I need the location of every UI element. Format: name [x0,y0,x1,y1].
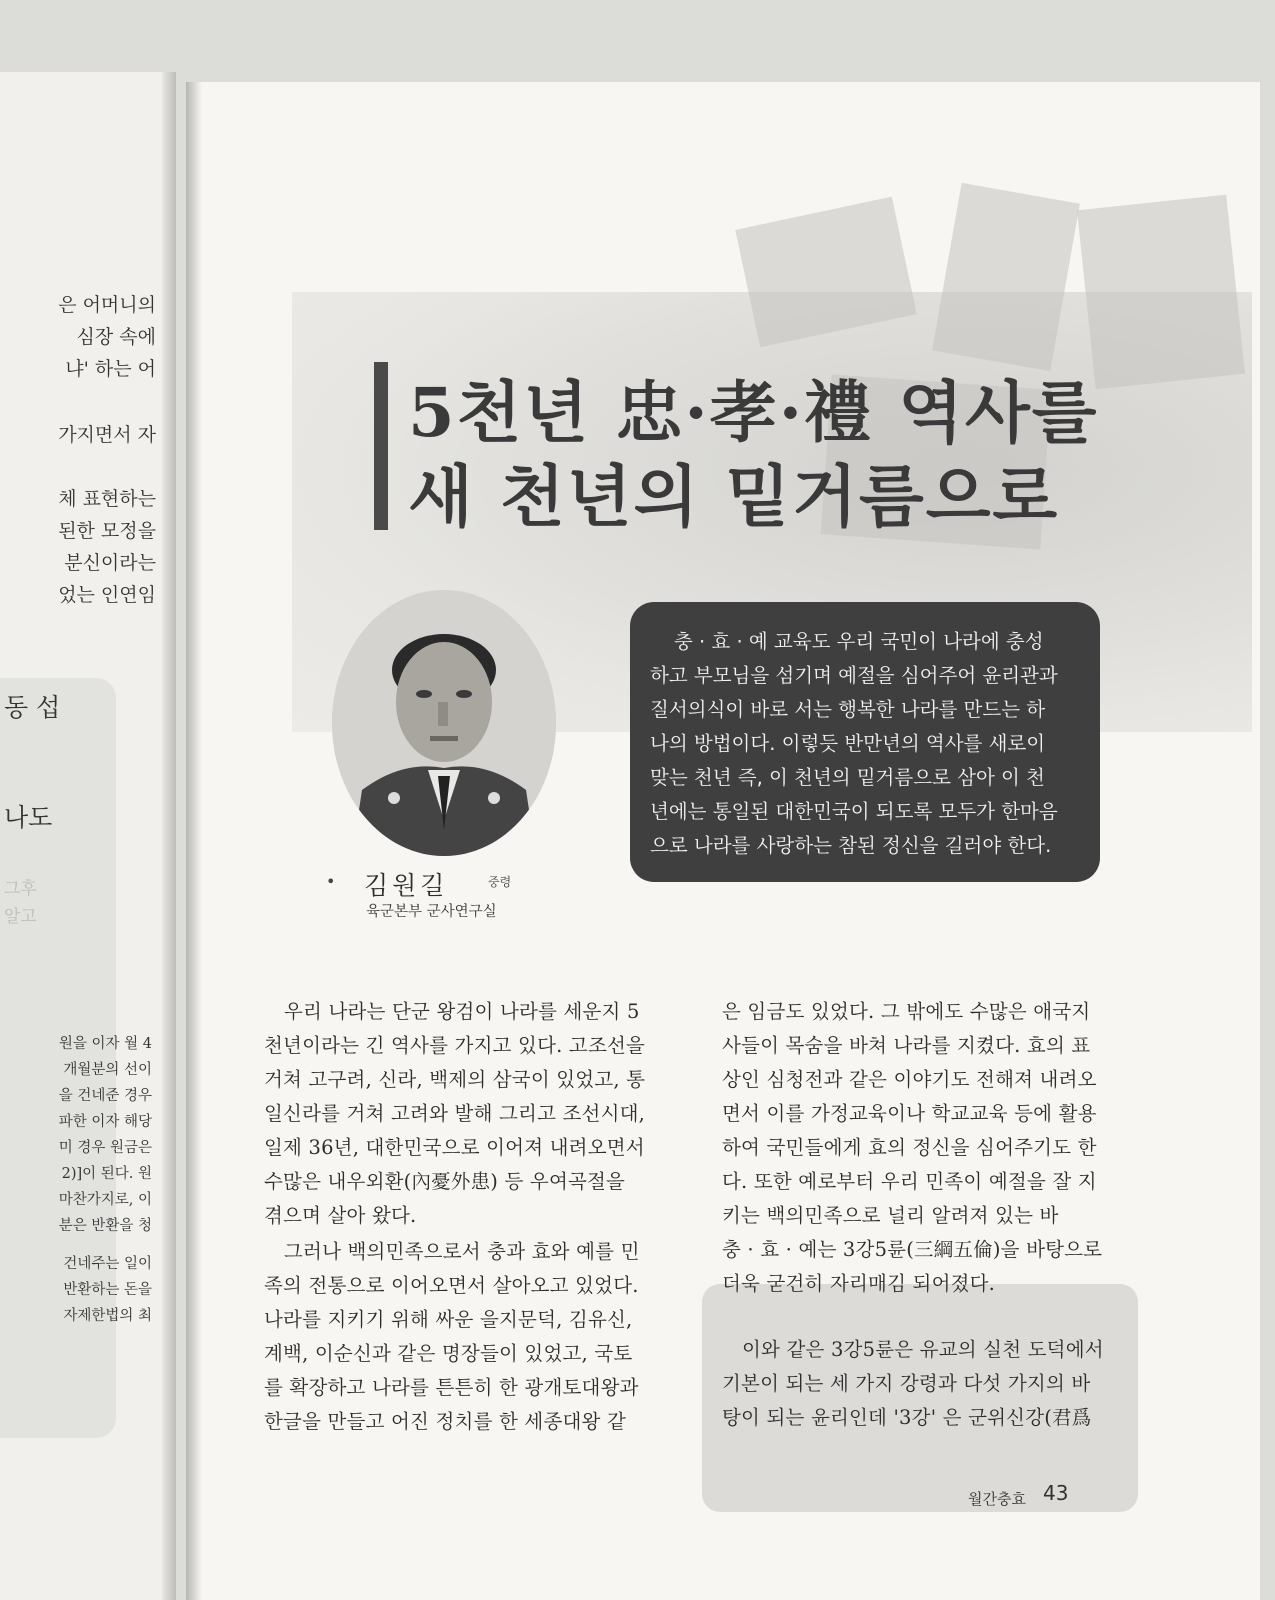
summary-callout [630,602,1100,882]
callout-line: 충 · 효 · 예 교육도 우리 국민이 나라에 충성 [674,630,1044,653]
title-accent-bar [374,362,388,530]
left-small-line: 반환하는 돈을 [63,1282,152,1298]
body-text-line: 우리 나라는 단군 왕검이 나라를 세운지 5 [284,1000,640,1023]
body-text-line: 를 확장하고 나라를 튼튼히 한 광개토대왕과 [264,1376,639,1399]
body-text-line: 기본이 되는 세 가지 강령과 다섯 가지의 바 [722,1372,1091,1395]
left-heading: 나도 [4,803,53,832]
background-photo-shape [1077,195,1245,390]
page-number: 43 [1043,1481,1069,1505]
left-small-line: 원을 이자 월 4 [58,1036,152,1052]
callout-line: 질서의식이 바로 서는 행복한 나라를 만드는 하 [650,698,1046,721]
left-text-line: 알고 [4,907,37,927]
left-small-line: 자제한법의 최 [63,1308,152,1324]
column-gray-box [702,1284,1138,1512]
body-text-line: 족의 전통으로 이어오면서 살아오고 있었다. [264,1274,639,1297]
body-text-line: 수많은 내우외환(內憂外患) 등 우여곡절을 [264,1170,626,1193]
left-text-line: 은 어머니의 [58,294,156,316]
body-text-line: 면서 이를 가정교육이나 학교교육 등에 활용 [722,1102,1097,1125]
body-text-line: 키는 백의민족으로 널리 알려져 있는 바 [722,1204,1059,1227]
body-text-line: 겪으며 살아 왔다. [264,1204,417,1227]
body-text-line: 이와 같은 3강5륜은 유교의 실천 도덕에서 [742,1338,1104,1361]
left-text-line: 었는 인연임 [58,584,156,606]
left-text-line: 된한 모정을 [58,520,156,542]
article-page [186,82,1260,1600]
left-text-line: 그후 [4,879,37,899]
author-bullet: • [326,872,336,891]
magazine-name: 월간충효 [968,1490,1026,1508]
page-gutter [162,72,176,1600]
left-small-line: 미 경우 원금은 [58,1140,152,1156]
body-text-line: 천년이라는 긴 역사를 가지고 있다. 고조선을 [264,1034,646,1057]
callout-line: 맞는 천년 즉, 이 천년의 밑거름으로 삼아 이 천 [650,766,1045,789]
article-title-line-1: 5천년 忠·孝·禮 역사를 [408,373,1099,452]
callout-line: 년에는 통일된 대한민국이 되도록 모두가 한마음 [650,800,1058,823]
left-small-line: 2)]이 된다. 원 [61,1166,152,1182]
left-small-line: 파한 이자 해당 [58,1114,152,1130]
left-small-line: 개월분의 선이 [63,1062,152,1078]
body-text-line: 더욱 굳건히 자리매김 되어졌다. [722,1272,996,1295]
left-text-line: 체 표현하는 [58,488,156,510]
body-text-line: 상인 심청전과 같은 이야기도 전해져 내려오 [722,1068,1097,1091]
left-small-line: 건네주는 일이 [63,1256,152,1272]
left-small-line: 마찬가지로, 이 [58,1192,152,1208]
callout-line: 으로 나라를 사랑하는 참된 정신을 길러야 한다. [650,834,1052,857]
left-text-line: 심장 속에 [76,326,156,348]
callout-line: 나의 방법이다. 이렇듯 반만년의 역사를 새로이 [650,732,1046,755]
author-affiliation: 육군본부 군사연구실 [366,904,497,920]
body-text-line: 거쳐 고구려, 신라, 백제의 삼국이 있었고, 통 [264,1068,646,1091]
body-text-line: 나라를 지키기 위해 싸운 을지문덕, 김유신, [264,1308,633,1331]
article-title-line-2: 새 천년의 밑거름으로 [408,457,1060,536]
left-heading: 동 섭 [4,693,61,722]
left-text-line: 분신이라는 [64,552,156,574]
author-rank: 중령 [488,875,512,889]
body-text-line: 다. 또한 예로부터 우리 민족이 예절을 잘 지 [722,1170,1097,1193]
body-text-line: 그러나 백의민족으로서 충과 효와 예를 민 [284,1240,640,1263]
left-text-line: 냐' 하는 어 [65,358,156,380]
author-name: 김원길 [364,871,449,900]
page-fold-shadow [186,82,202,1600]
body-text-line: 충 · 효 · 예는 3강5륜(三綱五倫)을 바탕으로 [722,1238,1103,1261]
left-small-line: 을 건네준 경우 [58,1088,152,1104]
author-portrait [332,590,556,856]
body-text-line: 하여 국민들에게 효의 정신을 심어주기도 한 [722,1136,1097,1159]
left-facing-page [0,72,176,1600]
callout-line: 하고 부모님을 섬기며 예절을 심어주어 윤리관과 [650,664,1058,687]
left-small-line: 분은 반환을 청 [58,1218,152,1234]
body-text-line: 한글을 만들고 어진 정치를 한 세종대왕 같 [264,1410,627,1433]
body-text-line: 사들이 목숨을 바쳐 나라를 지켰다. 효의 표 [722,1034,1091,1057]
body-text-line: 일신라를 거쳐 고려와 발해 그리고 조선시대, [264,1102,646,1125]
body-text-line: 탕이 되는 윤리인데 '3강' 은 군위신강(君爲 [722,1406,1092,1429]
author-portrait-image [332,590,556,856]
body-text-line: 일제 36년, 대한민국으로 이어져 내려오면서 [264,1136,645,1159]
body-text-line: 계백, 이순신과 같은 명장들이 있었고, 국토 [264,1342,633,1365]
left-text-line: 가지면서 자 [58,424,156,446]
body-text-line: 은 임금도 있었다. 그 밖에도 수많은 애국지 [722,1000,1091,1023]
